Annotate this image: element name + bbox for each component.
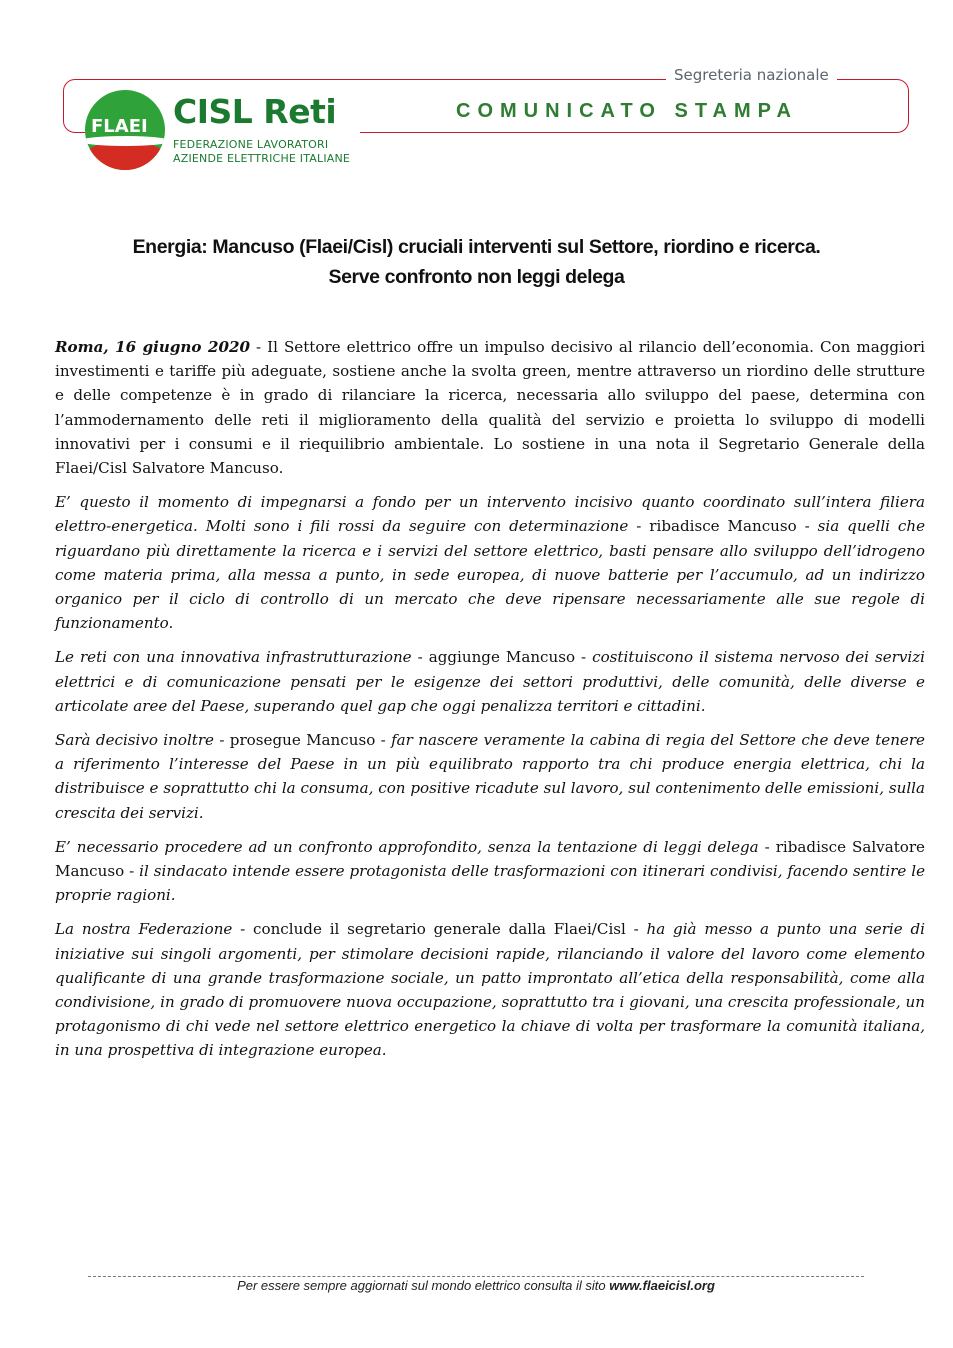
logo-white-stripe [85, 136, 165, 146]
logo-brand: CISL Reti [173, 92, 337, 131]
quote: ha già messo a punto una serie di iniziative sui singoli argomenti, per stimolare decisioni rapide, rilanciando il valore del lavoro come elemento qualificante di una grande trasformazione sociale, un patto improntato all’etica della responsabilità, come alla condivisione, in grado di promuovere nuova occupazione, soprattutto tra i giovani, una crescita professionale, un protagonismo di chi vede nel settore elettrico energetico la chiave di volta per trasformare la comunità italiana, in una prospettiva di integrazione europea. [55, 920, 925, 1060]
attribution: - conclude il segretario generale dalla Flaei/Cisl - [232, 920, 647, 939]
segreteria-label: Segreteria nazionale [666, 66, 837, 84]
logo-circle-icon [85, 90, 165, 170]
paragraph-2 [55, 490, 925, 635]
quote: Sarà decisivo inoltre [55, 731, 214, 750]
paragraph-1 [55, 335, 925, 480]
dateline: Roma, 16 giugno 2020 [55, 338, 250, 356]
paragraph-3 [55, 645, 925, 718]
quote: il sindacato intende essere protagonista delle trasformazioni con itinerari condivisi, facendo sentire le proprie ragioni. [55, 862, 925, 905]
logo-subtitle-2: AZIENDE ELETTRICHE ITALIANE [173, 152, 351, 165]
footer-divider [88, 1276, 864, 1277]
paragraph-1-text: - Il Settore elettrico offre un impulso decisivo al rilancio dell’economia. Con maggiori investimenti e tariffe più adeguate, sostiene anche la svolta green, mentre attraverso un riordino delle strutture e delle competenze è in grado di rilanciare la ricerca, necessaria allo sviluppo del paese, determina con l’ammodernamento delle reti il miglioramento della qualità del servizio e proietta lo sviluppo di modelli innovativi per i consumi e il riequilibrio ambientale. Lo sostiene in una nota il Segretario Generale della Flaei/Cisl Salvatore Mancuso. [55, 338, 925, 478]
title-line-2: Serve confronto non leggi delega [328, 266, 625, 288]
article-body [55, 335, 925, 1073]
flaei-cisl-logo [85, 86, 360, 181]
quote: costituiscono il sistema nervoso dei servizi elettrici e di comunicazione pensati per le esigenze dei settori produttivi, delle comunità, delle diverse e articolate aree del Paese, superando quel gap che oggi penalizza territori e cittadini. [55, 648, 926, 715]
paragraph-6 [55, 917, 925, 1062]
quote: E’ questo il momento di impegnarsi a fondo per un intervento incisivo quanto coordinato sull’intera filiera elettro-energetica. Molti sono i fili rossi da seguire con determinazione [55, 493, 925, 536]
attribution: - prosegue Mancuso - [214, 731, 392, 750]
attribution: - ribadisce Mancuso - [628, 517, 818, 536]
quote: far nascere veramente la cabina di regia del Settore che deve tenere a riferimento l’interesse del Paese in un più equilibrato rapporto tra chi produce energia elettrica, chi la distribuisce e soprattutto chi la consuma, con positive ricadute sul lavoro, sul contenimento delle emissioni, sulla crescita dei servizi. [55, 731, 925, 822]
logo-subtitle-1: FEDERAZIONE LAVORATORI [173, 138, 329, 151]
paragraph-4 [55, 728, 925, 825]
footer [88, 1278, 864, 1293]
attribution: - aggiunge Mancuso - [411, 648, 593, 667]
title-line-1: Energia: Mancuso (Flaei/Cisl) cruciali interventi sul Settore, riordino e ricerca. [132, 236, 821, 258]
quote: sia quelli che riguardano più direttamente la ricerca e i servizi del settore elettrico, basti pensare allo sviluppo dell’idrogeno come materia prima, alla messa a punto, in sede europea, di nuove batterie per l’accumulo, ad un indirizzo organico per il ciclo di controllo di un mercato che deve ripensare necessariamente alle sue regole di funzionamento. [55, 517, 925, 633]
quote: La nostra Federazione [55, 920, 233, 939]
quote: E’ necessario procedere ad un confronto approfondito, senza la tentazione di leggi delega [55, 837, 759, 856]
attribution: - ribadisce Salvatore Mancuso - [55, 837, 925, 881]
footer-text: Per essere sempre aggiornati sul mondo elettrico consulta il sito [237, 1278, 610, 1293]
quote: Le reti con una innovativa infrastrutturazione [55, 648, 412, 667]
logo-flaei-text: FLAEI [91, 116, 148, 137]
paragraph-5 [55, 835, 925, 908]
footer-site-link[interactable]: www.flaeicisl.org [609, 1278, 715, 1293]
press-release-title [40, 232, 913, 292]
comunicato-stampa-heading: COMUNICATO STAMPA [456, 100, 798, 122]
